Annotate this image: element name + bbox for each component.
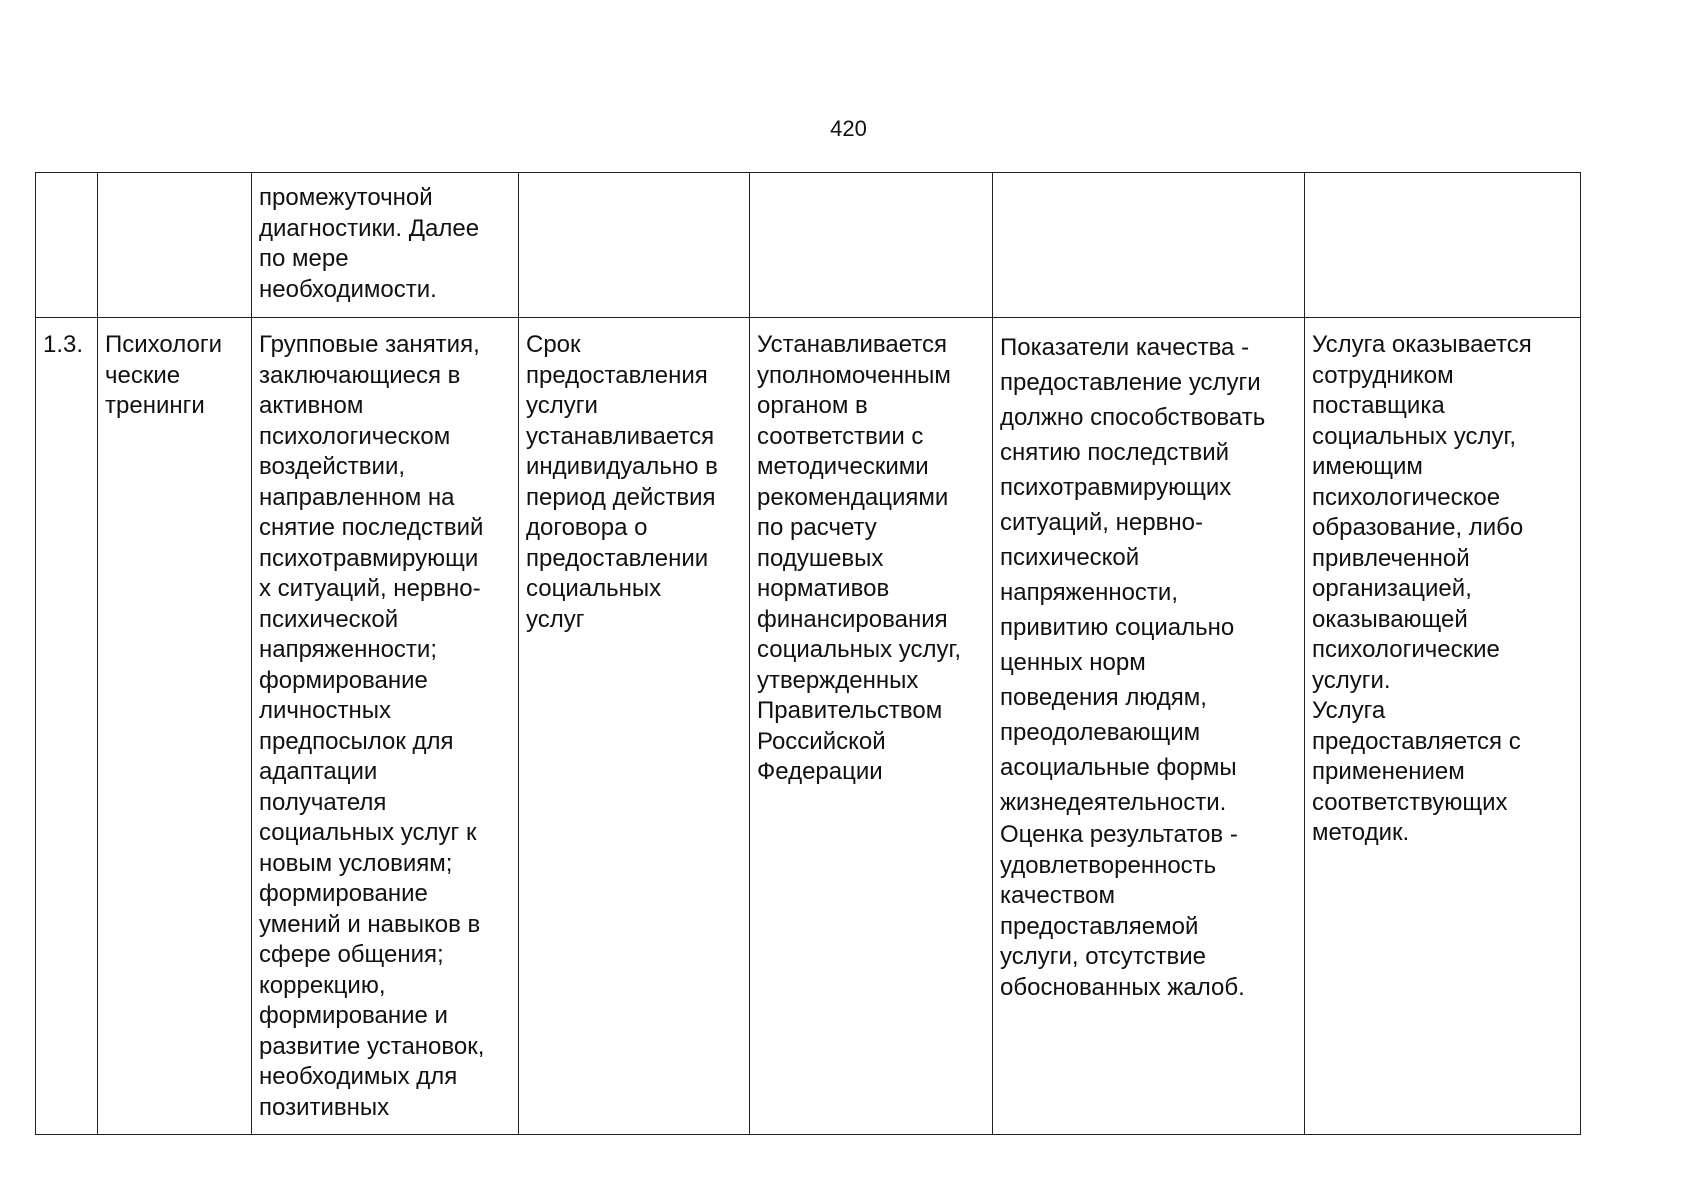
- text-line: новым условиям;: [259, 849, 453, 877]
- text-line: Психологи: [105, 331, 222, 358]
- cell-description: [252, 173, 519, 318]
- text-line: получателя: [259, 788, 387, 816]
- cell-number: [36, 173, 98, 318]
- text-line: тренинги: [105, 392, 205, 419]
- text-line: образование, либо: [1312, 514, 1524, 541]
- text-line: уполномоченным: [757, 361, 951, 389]
- text-line: психологическом: [259, 422, 451, 450]
- text-line: имеющим: [1312, 453, 1423, 480]
- text-line: период действия: [526, 483, 716, 511]
- cell-service-name: [98, 318, 252, 1135]
- cell-conditions: [1305, 318, 1581, 1135]
- text-line: утвержденных: [757, 666, 919, 694]
- text-line: должно способствовать: [1000, 404, 1266, 431]
- text-line: организацией,: [1312, 575, 1472, 602]
- text-line: предоставляется с: [1312, 727, 1521, 755]
- result-evaluation: [1000, 820, 1298, 1003]
- text-line: диагностики. Далее: [259, 214, 480, 242]
- text-line: ческие: [105, 361, 181, 389]
- text-line: устанавливается: [526, 422, 715, 450]
- text-line: Федерации: [757, 758, 883, 785]
- text-line: психотравмирующи: [259, 544, 479, 572]
- text-line: методик.: [1312, 819, 1410, 846]
- text-line: напряженности,: [1000, 579, 1178, 606]
- text-line: жизнедеятельности.: [1000, 789, 1227, 816]
- text-line: психической: [1000, 544, 1140, 571]
- text-line: предоставляемой: [1000, 912, 1199, 940]
- text-line: по мере: [259, 245, 349, 272]
- text-line: индивидуально в: [526, 453, 718, 480]
- text-line: рекомендациями: [757, 483, 949, 511]
- text-line: привлеченной: [1312, 544, 1470, 572]
- cell-cost: [750, 173, 993, 318]
- text-line: удовлетворенность: [1000, 851, 1217, 879]
- text-line: услуги.: [1312, 666, 1391, 694]
- text-line: заключающиеся в: [259, 361, 461, 389]
- table-row-continuation: [36, 173, 1581, 318]
- text-line: соответствующих: [1312, 788, 1508, 816]
- text-line: договора о: [526, 514, 648, 541]
- text-line: методическими: [757, 453, 929, 480]
- text-line: промежуточной: [259, 184, 433, 211]
- text-line: Услуга оказывается: [1312, 331, 1532, 358]
- text-line: Российской: [757, 727, 886, 755]
- text-line: социальных: [526, 575, 662, 602]
- text-line: оказывающей: [1312, 605, 1468, 633]
- text-line: снятию последствий: [1000, 439, 1230, 466]
- text-line: подушевых: [757, 544, 884, 572]
- text-line: поведения людям,: [1000, 684, 1207, 711]
- text-line: коррекцию,: [259, 971, 386, 999]
- text-line: социальных услуг,: [757, 636, 962, 663]
- text-line: Устанавливается: [757, 331, 948, 358]
- cell-term: [519, 318, 750, 1135]
- cell-term: [519, 173, 750, 318]
- text-line: применением: [1312, 758, 1465, 785]
- text-line: позитивных: [259, 1093, 390, 1121]
- text-line: формирование: [259, 666, 428, 694]
- text-line: психической: [259, 605, 399, 633]
- text-line: ситуаций, нервно-: [1000, 509, 1203, 536]
- text-line: адаптации: [259, 758, 378, 785]
- text-line: предоставление услуги: [1000, 369, 1261, 396]
- text-line: умений и навыков в: [259, 910, 481, 938]
- text-line: необходимых для: [259, 1063, 458, 1090]
- text-line: формирование: [259, 880, 428, 907]
- cell-cost: [750, 318, 993, 1135]
- text-line: Услуга: [1312, 697, 1386, 724]
- text-line: соответствии с: [757, 422, 924, 450]
- text-line: поставщика: [1312, 392, 1445, 419]
- text-line: психотравмирующих: [1000, 474, 1232, 501]
- text-line: финансирования: [757, 605, 948, 633]
- text-line: социальных услуг к: [259, 819, 477, 846]
- cell-description: [252, 318, 519, 1135]
- text-line: по расчету: [757, 514, 877, 541]
- text-line: обоснованных жалоб.: [1000, 973, 1245, 1001]
- text-line: направленном на: [259, 483, 455, 511]
- text-line: Срок: [526, 331, 581, 358]
- text-line: предпосылок для: [259, 727, 454, 755]
- text-line: ценных норм: [1000, 649, 1146, 676]
- text-line: сфере общения;: [259, 941, 444, 968]
- text-line: асоциальные формы: [1000, 754, 1237, 781]
- text-line: личностных: [259, 697, 392, 724]
- text-line: формирование и: [259, 1002, 448, 1029]
- text-line: социальных услуг,: [1312, 422, 1517, 450]
- text-line: услуг: [526, 605, 585, 633]
- text-line: предоставления: [526, 361, 708, 389]
- services-table: [35, 172, 1581, 1135]
- text-line: снятие последствий: [259, 514, 484, 541]
- text-line: активном: [259, 392, 364, 419]
- text-line: Групповые занятия,: [259, 331, 480, 358]
- quality-indicators: [1000, 330, 1298, 820]
- text-line: Показатели качества -: [1000, 334, 1250, 361]
- text-line: привитию социально: [1000, 614, 1235, 641]
- text-line: х ситуаций, нервно-: [259, 575, 481, 602]
- text-line: предоставлении: [526, 544, 709, 572]
- service-number: 1.3.: [43, 331, 84, 358]
- text-line: услуги, отсутствие: [1000, 943, 1206, 970]
- cell-service-name: [98, 173, 252, 318]
- text-line: психологическое: [1312, 483, 1501, 511]
- cell-quality: [993, 318, 1305, 1135]
- text-line: преодолевающим: [1000, 719, 1201, 746]
- text-line: воздействии,: [259, 453, 406, 480]
- cell-number: [36, 318, 98, 1135]
- text-line: сотрудником: [1312, 361, 1454, 389]
- text-line: нормативов: [757, 575, 890, 602]
- table-row-service-1-3: [36, 318, 1581, 1135]
- cell-quality: [993, 173, 1305, 318]
- text-line: качеством: [1000, 882, 1116, 909]
- text-line: необходимости.: [259, 275, 437, 303]
- text-line: Оценка результатов -: [1000, 821, 1238, 848]
- page-number: 420: [830, 116, 867, 141]
- text-line: развитие установок,: [259, 1032, 485, 1060]
- text-line: Правительством: [757, 697, 943, 724]
- text-line: органом в: [757, 392, 868, 419]
- text-line: напряженности;: [259, 636, 437, 663]
- text-line: психологические: [1312, 636, 1500, 663]
- text-line: услуги: [526, 392, 598, 419]
- cell-conditions: [1305, 173, 1581, 318]
